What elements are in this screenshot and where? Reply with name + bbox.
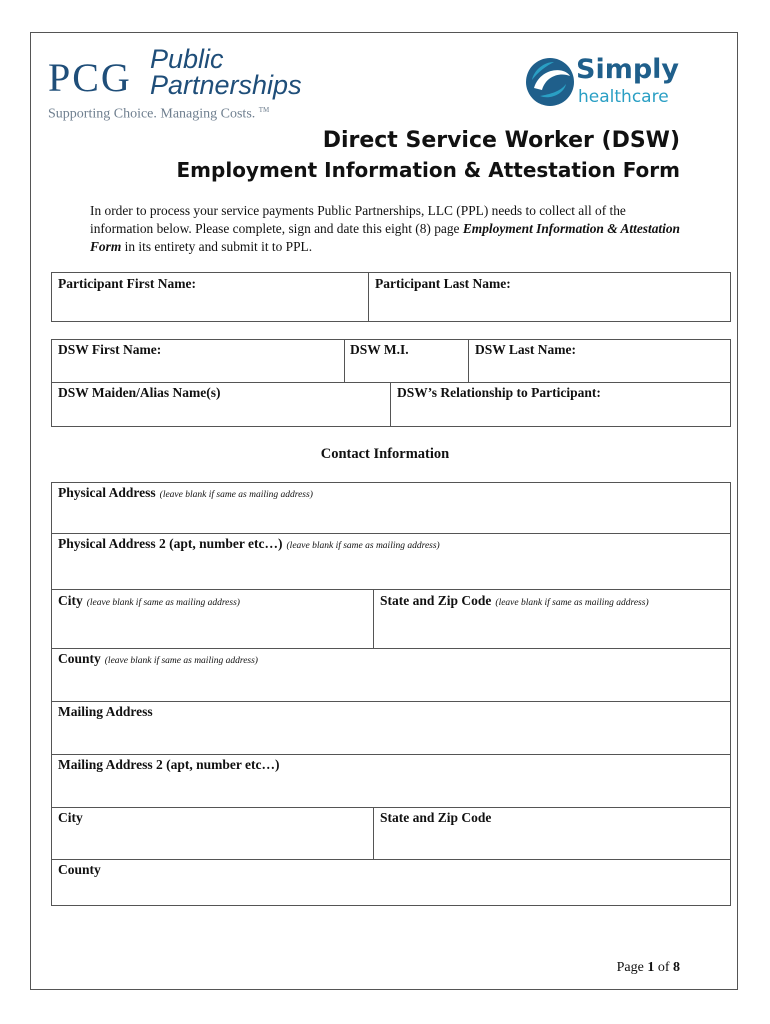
divider: [368, 272, 369, 322]
participant-last-name-label[interactable]: Participant Last Name:: [375, 276, 511, 291]
intro-paragraph: In order to process your service payments Public Partnerships, LLC (PPL) needs to collect all of the information below. Please complete, sign and date this eight (8) page Employment Information & Attestation Form in its entirety and submit it to PPL.: [90, 203, 680, 254]
simply-swirl-icon: [524, 54, 576, 110]
state-zip-label[interactable]: State and Zip Code (leave blank if same as mailing address): [380, 593, 649, 608]
simply-healthcare-logo: [524, 54, 684, 114]
mailing-address-2-label[interactable]: Mailing Address 2 (apt, number etc…): [58, 757, 280, 772]
participant-first-name-label[interactable]: Participant First Name:: [58, 276, 196, 291]
divider: [51, 533, 731, 534]
simply-wordmark: Simply: [576, 54, 680, 85]
city-label[interactable]: City (leave blank if same as mailing address): [58, 593, 240, 608]
county-label[interactable]: County (leave blank if same as mailing address): [58, 651, 258, 666]
divider: [390, 382, 391, 427]
form-subtitle: Employment Information & Attestation Form: [176, 158, 680, 182]
divider: [51, 807, 731, 808]
dsw-first-name-label[interactable]: DSW First Name:: [58, 342, 162, 357]
physical-address-label[interactable]: Physical Address (leave blank if same as mailing address): [58, 485, 313, 500]
divider: [468, 339, 469, 382]
physical-address-2-label[interactable]: Physical Address 2 (apt, number etc…) (leave blank if same as mailing address): [58, 536, 440, 551]
form-title: Direct Service Worker (DSW): [322, 128, 680, 153]
pcg-public-partnerships-logo: [46, 46, 316, 126]
divider: [51, 701, 731, 702]
divider: [51, 754, 731, 755]
divider: [51, 859, 731, 860]
pcg-logo-letters: PCG: [48, 55, 132, 100]
healthcare-wordmark: healthcare: [578, 87, 669, 107]
dsw-relationship-label[interactable]: DSW’s Relationship to Participant:: [397, 385, 601, 400]
divider: [373, 589, 374, 648]
mailing-address-label[interactable]: Mailing Address: [58, 704, 153, 719]
contact-information-heading: Contact Information: [320, 446, 450, 462]
divider: [51, 589, 731, 590]
dsw-last-name-label[interactable]: DSW Last Name:: [475, 342, 576, 357]
pcg-logo-partnerships: Partnerships: [150, 70, 302, 100]
mailing-city-label[interactable]: City: [58, 810, 83, 825]
pcg-logo-public: Public: [150, 44, 224, 74]
pcg-tagline: Supporting Choice. Managing Costs. ™: [48, 106, 270, 122]
mailing-state-zip-label[interactable]: State and Zip Code: [380, 810, 492, 825]
divider: [51, 382, 731, 383]
page-number: Page 1 of 8: [616, 960, 680, 975]
dsw-mi-label[interactable]: DSW M.I.: [350, 342, 409, 357]
divider: [51, 648, 731, 649]
divider: [344, 339, 345, 382]
mailing-county-label[interactable]: County: [58, 862, 101, 877]
divider: [373, 807, 374, 859]
dsw-alias-label[interactable]: DSW Maiden/Alias Name(s): [58, 385, 221, 400]
